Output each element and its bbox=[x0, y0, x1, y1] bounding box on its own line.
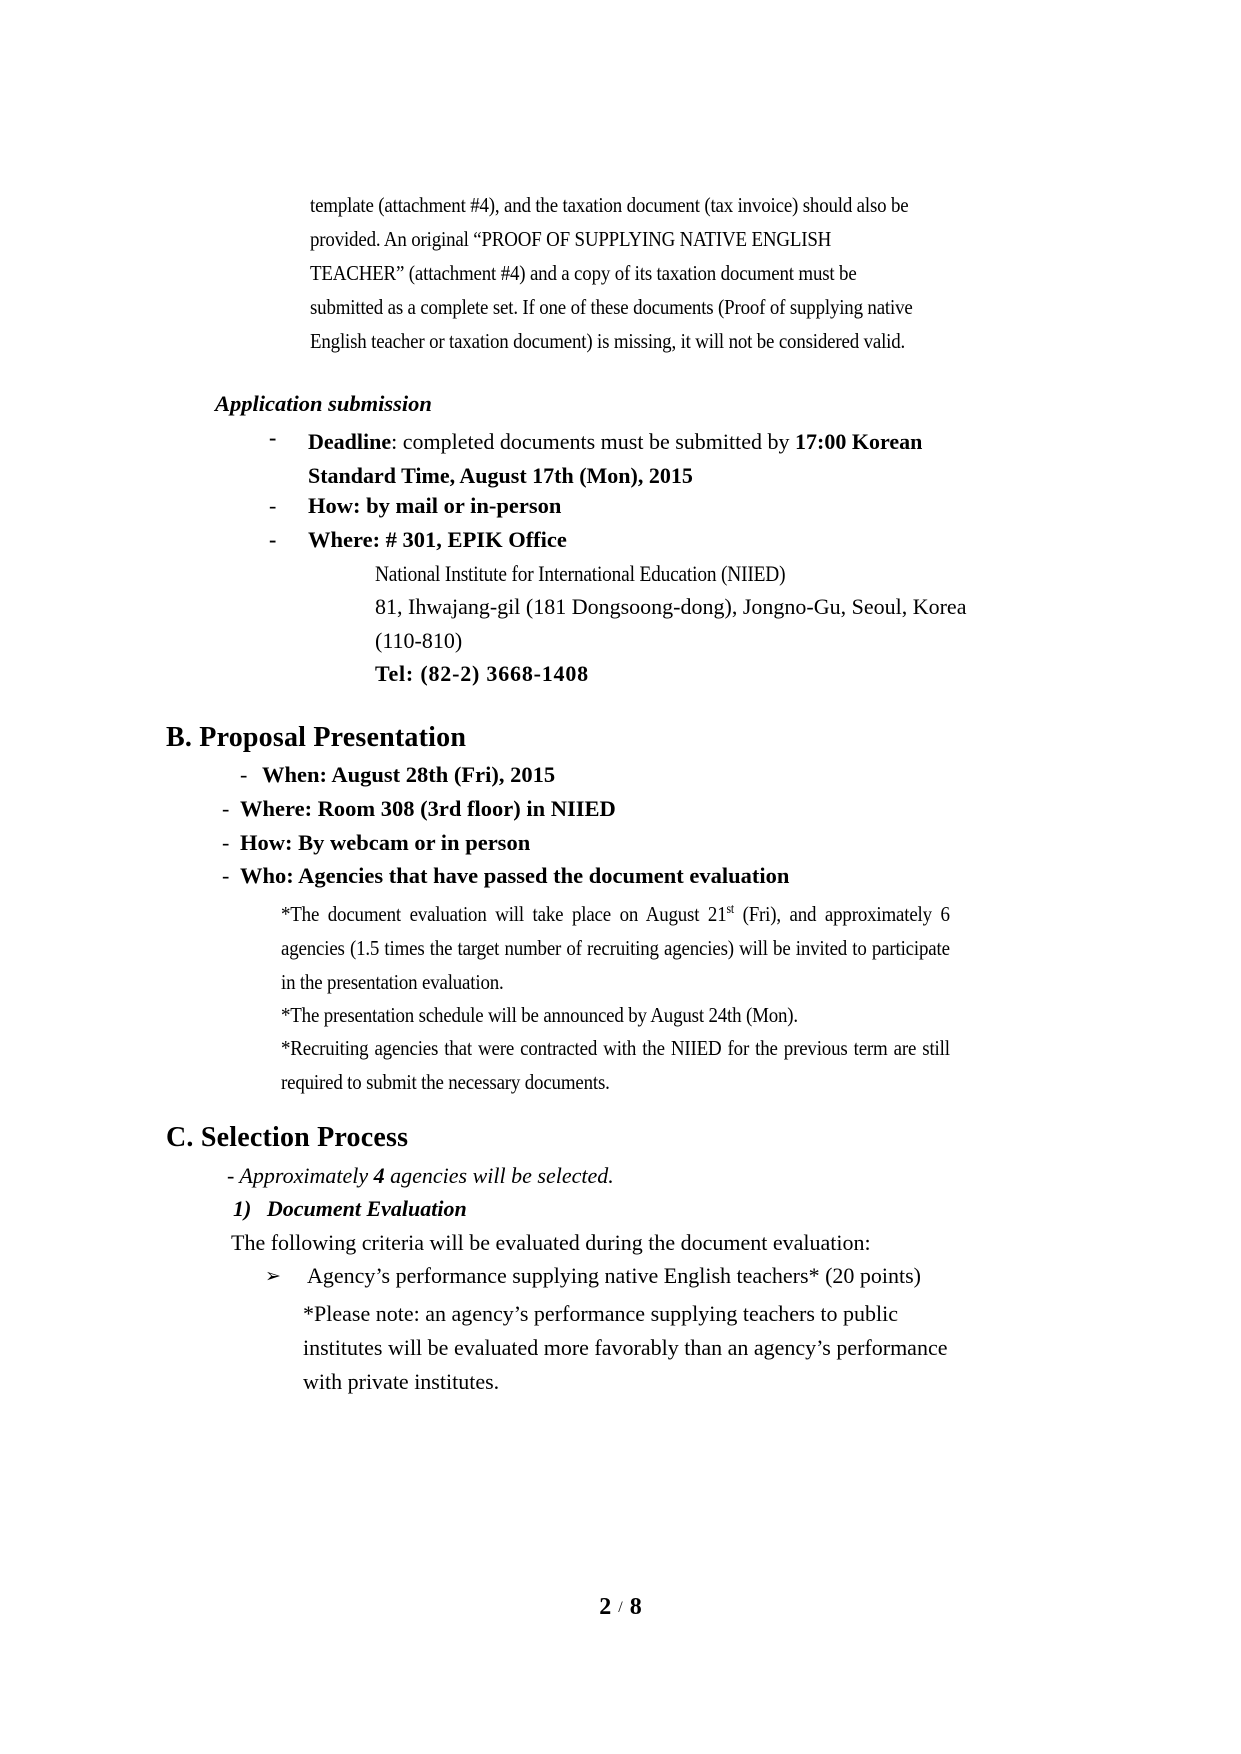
deadline-datetime: 17:00 Korean Standard Time, August 17th (Mon), 2015 bbox=[308, 429, 923, 488]
recruiting-agencies-note: *Recruiting agencies that were contracted with the NIIED for the previous term are still required to submit the necessary documents. bbox=[281, 1036, 950, 1094]
when-item: When: August 28th (Fri), 2015 bbox=[262, 762, 556, 787]
ordinal-superscript: st bbox=[726, 900, 734, 916]
where-presentation-item: Where: Room 308 (3rd floor) in NIIED bbox=[240, 796, 616, 821]
bullet-dash: - bbox=[269, 425, 277, 450]
please-note-paragraph: *Please note: an agency’s performance supplying teachers to public institutes will be evaluated more favorably than an agency’s performance with private institutes. bbox=[303, 1301, 948, 1394]
intro-paragraph: template (attachment #4), and the taxation document (tax invoice) should also be provided. An original “PROOF OF SUPPLYING NATIVE ENGLISH TEACHER” (attachment #4) and a copy of its taxation document must be submitted as a complete set. If one of these documents (Proof of supplying native English teacher or taxation document) is missing, it will not be considered valid. bbox=[310, 193, 913, 353]
how-presentation-item: How: By webcam or in person bbox=[240, 830, 531, 855]
address-line-3: (110-810) bbox=[375, 628, 463, 653]
page-number bbox=[0, 1594, 1241, 1621]
how-item: How: by mail or in-person bbox=[308, 493, 562, 518]
selected-text: - Approximately bbox=[227, 1163, 374, 1188]
who-item: Who: Agencies that have passed the document evaluation bbox=[240, 863, 790, 888]
address-line-2: 81, Ihwajang-gil (181 Dongsoong-dong), Jongno-Gu, Seoul, Korea bbox=[375, 594, 967, 619]
deadline-label: Deadline bbox=[308, 429, 392, 454]
agencies-selected-line bbox=[227, 1163, 614, 1189]
bullet-dash: - bbox=[240, 762, 248, 787]
address-line-1: National Institute for International Education (NIIED) bbox=[375, 561, 786, 586]
selected-count: 4 bbox=[373, 1163, 385, 1188]
where-item: Where: # 301, EPIK Office bbox=[308, 527, 567, 552]
deadline-item bbox=[308, 425, 936, 493]
section-c-heading: C. Selection Process bbox=[166, 1122, 409, 1153]
criterion-performance: Agency’s performance supplying native English teachers* (20 points) bbox=[307, 1263, 922, 1288]
selected-text: agencies will be selected. bbox=[384, 1163, 614, 1188]
page-current: 2 bbox=[599, 1594, 612, 1620]
subheading-title: Document Evaluation bbox=[266, 1196, 467, 1221]
criteria-intro: The following criteria will be evaluated during the document evaluation: bbox=[231, 1230, 871, 1255]
document-evaluation-note bbox=[281, 897, 950, 999]
deadline-text: : completed documents must be submitted by bbox=[391, 429, 796, 454]
schedule-note: *The presentation schedule will be announced by August 24th (Mon). bbox=[281, 1003, 798, 1027]
page-total: 8 bbox=[629, 1594, 642, 1620]
note-text: (Fri), and approximately 6 agencies (1.5 times the target number of recruiting agencies) will be invited to participate in the presentation evaluation. bbox=[281, 902, 950, 994]
bullet-dash: - bbox=[222, 796, 230, 821]
bullet-dash: - bbox=[222, 830, 230, 855]
page-separator: / bbox=[618, 1599, 623, 1616]
application-submission-heading: Application submission bbox=[215, 391, 432, 416]
bullet-dash: - bbox=[222, 863, 230, 888]
bullet-dash: - bbox=[269, 493, 277, 518]
note-text: *The document evaluation will take place on August 21 bbox=[281, 902, 727, 926]
section-b-heading: B. Proposal Presentation bbox=[166, 722, 467, 753]
subheading-number: 1) bbox=[233, 1196, 252, 1221]
document-evaluation-subheading bbox=[233, 1196, 467, 1222]
telephone: Tel: (82-2) 3668-1408 bbox=[375, 661, 589, 686]
bullet-dash: - bbox=[269, 527, 277, 552]
arrowhead-bullet-icon: ➢ bbox=[265, 1266, 281, 1287]
